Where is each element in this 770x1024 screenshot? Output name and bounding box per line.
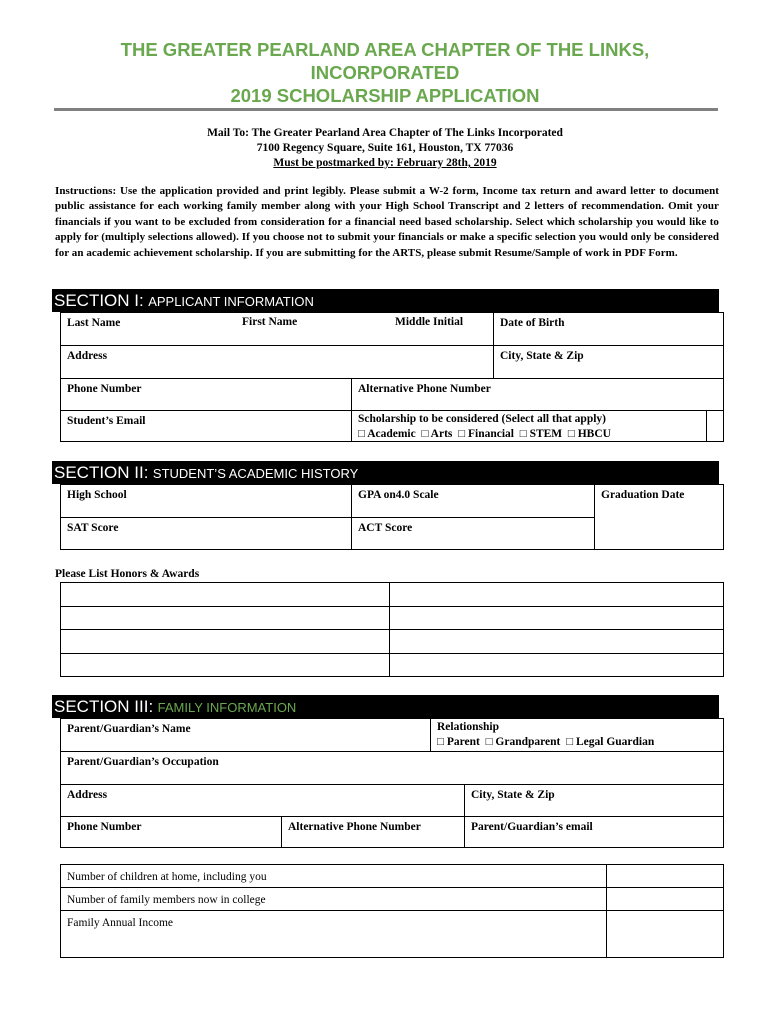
section-1-header (52, 289, 719, 312)
high-school-label: High School (67, 489, 127, 501)
children-at-home-label: Number of children at home, including you (67, 871, 267, 883)
sat-score-label: SAT Score (67, 522, 119, 534)
high-school-field[interactable] (61, 485, 352, 518)
act-score-label: ACT Score (358, 522, 413, 534)
guardian-email-field[interactable] (465, 817, 723, 847)
student-email-label: Student’s Email (67, 415, 146, 427)
guardian-occupation-label: Parent/Guardian’s Occupation (67, 756, 219, 768)
children-at-home-row (61, 865, 607, 888)
relationship-label: Relationship (437, 721, 499, 733)
guardian-address-label: Address (67, 789, 108, 801)
phone-label: Phone Number (67, 383, 142, 395)
section-3-header (52, 695, 719, 718)
honor-entry[interactable] (390, 630, 723, 654)
checkbox-academic[interactable]: □ Academic (358, 428, 416, 440)
family-info-grid (60, 718, 724, 848)
guardian-alt-phone-field[interactable] (282, 817, 465, 847)
checkbox-financial[interactable]: □ Financial (455, 428, 514, 440)
graduation-date-field[interactable] (595, 485, 723, 549)
section-2-number: SECTION II: (54, 463, 149, 482)
act-score-field[interactable] (352, 518, 595, 549)
dob-field[interactable] (494, 313, 723, 346)
scholarship-selection (352, 411, 707, 442)
checkbox-grandparent[interactable]: □ Grandparent (482, 736, 561, 748)
guardian-name-label: Parent/Guardian’s Name (67, 723, 191, 735)
city-state-zip-label: City, State & Zip (500, 350, 584, 362)
title-divider (54, 108, 718, 111)
guardian-address-field[interactable] (61, 785, 465, 817)
student-email-field[interactable] (61, 411, 352, 442)
postmark-deadline: Must be postmarked by: February 28th, 2019 (273, 157, 497, 169)
relationship-field (431, 719, 723, 752)
honor-entry[interactable] (61, 607, 390, 630)
section-1-number: SECTION I: (54, 291, 144, 310)
guardian-email-label: Parent/Guardian’s email (471, 821, 593, 833)
honors-awards-label: Please List Honors & Awards (55, 568, 200, 580)
section-3-name: FAMILY INFORMATION (157, 700, 297, 715)
dob-label: Date of Birth (500, 317, 565, 329)
checkbox-stem[interactable]: □ STEM (516, 428, 563, 440)
gpa-label: GPA on4.0 Scale (358, 489, 439, 501)
sat-score-field[interactable] (61, 518, 352, 549)
section-2-name: STUDENT’S ACADEMIC HISTORY (152, 466, 359, 481)
section-2-header (52, 461, 719, 484)
relationship-options (437, 735, 723, 750)
honor-entry[interactable] (390, 654, 723, 676)
alt-phone-field[interactable] (352, 379, 723, 411)
address-field[interactable] (61, 346, 494, 379)
guardian-alt-phone-label: Alternative Phone Number (288, 821, 421, 833)
last-name-label: Last Name (67, 317, 121, 329)
honor-entry[interactable] (390, 583, 723, 607)
household-grid (60, 864, 724, 958)
section-1-name: APPLICANT INFORMATION (148, 294, 314, 309)
title-line-3: 2019 SCHOLARSHIP APPLICATION (230, 85, 540, 106)
mail-address: 7100 Regency Square, Suite 161, Houston, TX 77036 (256, 142, 514, 154)
section-3-number: SECTION III: (54, 697, 154, 716)
address-label: Address (67, 350, 108, 362)
guardian-city-state-zip-field[interactable] (465, 785, 723, 817)
annual-income-label: Family Annual Income (67, 917, 174, 929)
guardian-city-state-zip-label: City, State & Zip (471, 789, 555, 801)
guardian-name-field[interactable] (61, 719, 431, 752)
middle-initial-label: Middle Initial (395, 316, 464, 328)
guardian-phone-label: Phone Number (67, 821, 142, 833)
honor-entry[interactable] (61, 654, 390, 676)
scholarship-options (358, 427, 706, 442)
checkbox-parent[interactable]: □ Parent (437, 736, 480, 748)
instructions: Instructions: Use the application provided and print legibly. Please submit a W-2 form, Income tax return and award letter to document public assistance for each working family member along with your High School Transcript and 2 letters of recommendation. Omit your financials if you want to be excluded from consideration for a financial need based scholarship. Select which scholarship you would like to apply for (multiply selections allowed). If you choose not to submit your financials or make a specific selection you would only be considered for an academic achievement scholarship. If you are submitting for the ARTS, please submit Resume/Sample of work in PDF Form. (55, 185, 719, 259)
gpa-field[interactable] (352, 485, 595, 518)
honor-entry[interactable] (390, 607, 723, 630)
honor-entry[interactable] (61, 583, 390, 607)
mailing-info (0, 126, 770, 171)
honor-entry[interactable] (61, 630, 390, 654)
applicant-info-grid (60, 312, 724, 442)
title-line-1: THE GREATER PEARLAND AREA CHAPTER OF THE LINKS, (120, 39, 650, 60)
phone-field[interactable] (61, 379, 352, 411)
city-state-zip-field[interactable] (494, 346, 723, 379)
academic-history-grid (60, 484, 724, 550)
family-in-college-label: Number of family members now in college (67, 894, 266, 906)
honors-awards-grid (60, 582, 724, 677)
children-at-home-input[interactable] (607, 865, 723, 888)
form-title (0, 38, 770, 107)
first-name-label: First Name (242, 316, 298, 328)
family-in-college-input[interactable] (607, 888, 723, 911)
family-in-college-row (61, 888, 607, 911)
guardian-phone-field[interactable] (61, 817, 282, 847)
graduation-date-label: Graduation Date (601, 489, 685, 501)
alt-phone-label: Alternative Phone Number (358, 383, 491, 395)
mail-to: Mail To: The Greater Pearland Area Chapter of The Links Incorporated (207, 127, 563, 139)
checkbox-hbcu[interactable]: □ HBCU (565, 428, 611, 440)
scholarship-label: Scholarship to be considered (Select all that apply) (358, 413, 607, 425)
checkbox-legal-guardian[interactable]: □ Legal Guardian (563, 736, 655, 748)
checkbox-arts[interactable]: □ Arts (418, 428, 453, 440)
annual-income-input[interactable] (607, 911, 723, 957)
guardian-occupation-field[interactable] (61, 752, 723, 785)
annual-income-row (61, 911, 607, 957)
title-line-2: INCORPORATED (310, 62, 460, 83)
